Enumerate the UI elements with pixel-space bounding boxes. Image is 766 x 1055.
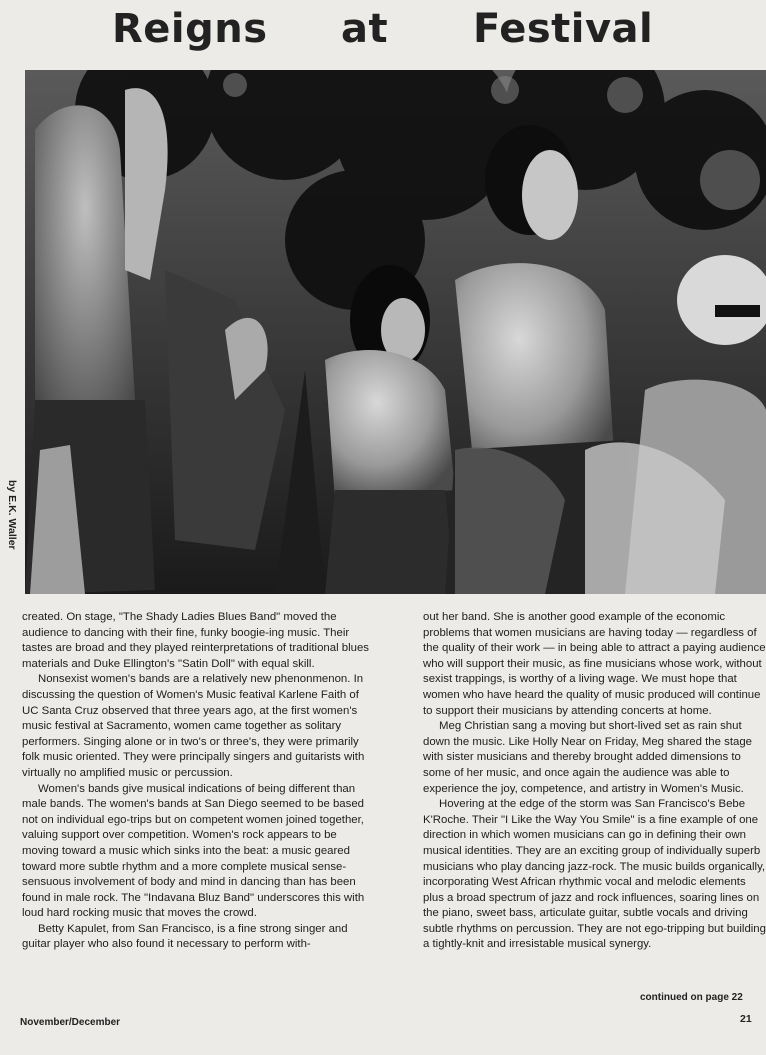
left-paragraph-3: Women's bands give musical indications of being different than male bands. The women's bands at San Diego seemed to be based not on individual ego-trips but on competent women joined together, valuing support over competition. Women's rock appears to be moving toward a music which sinks into the beat: a music geared toward more subtle rhythm and a more complete musical sense-sensuous involvement of body and mind in dancing than has been found in male rock. The "Indavana Bluz Band" underscores this with loud hard rocking music that moves the crowd. (22, 782, 365, 920)
left-column (22, 610, 374, 953)
left-paragraph-4: Betty Kapulet, from San Francisco, is a fine strong singer and guitar player who also found it necessary to perform with- (22, 922, 348, 951)
issue-date: November/December (20, 1017, 121, 1028)
headline (0, 2, 766, 66)
right-column (423, 610, 766, 953)
right-paragraph-1: out her band. She is another good example of the economic problems that women musicians are having today — regardless of the quality of their work — in being able to attract a paying audience who will support their music, as fine musicians whose work, without sexist trappings, is worthy of a living wage. We must hope that women who have heard the quality of music produced will continue to support their musicians by attending concerts at home. (423, 611, 766, 717)
left-paragraph-1: created. On stage, "The Shady Ladies Blues Band" moved the audience to dancing with their fine, funky boogie-ing music. Their tastes are broad and they played reinterpretations of traditional blues materials and Duke Ellington's "Satin Doll" with equal skill. (22, 611, 369, 670)
continued-note: continued on page 22 (640, 992, 743, 1003)
photo-of-festival-crowd-icon (25, 70, 766, 594)
headline-word-festival: Festival (473, 6, 654, 52)
right-paragraph-3: Hovering at the edge of the storm was San Francisco's Bebe K'Roche. Their "I Like the Way You Smile" is a fine example of one direction in which women musicians can go in defining their own musical identities. They are an exciting group of individually superb musicians who play dancing jazz-rock. The music builds organically, incorporating West African rhythmic vocal and melodic elements plus a broad spectrum of jazz and rock influences, soaring lines on the piano, sweet bass, articulate guitar, subtle vocals and driving subtle rhythms on percussion. They are not ego-tripping but building a tightly-knit and irresistable musical synergy. (423, 798, 766, 951)
right-paragraph-2: Meg Christian sang a moving but short-lived set as rain shut down the music. Like Holly Near on Friday, Meg shared the stage with sister musicians and thereby brought added dimensions to some of her music, and once again the audience was able to experience the joy, competence, and artistry in Women's Music. (423, 720, 753, 795)
byline (4, 480, 20, 590)
byline-text: by E.K. Waller (6, 480, 18, 550)
page-number: 21 (740, 1013, 752, 1025)
festival-crowd-photo (25, 70, 766, 594)
headline-word-at: at (341, 6, 389, 52)
left-paragraph-2: Nonsexist women's bands are a relatively new phenonmenon. In discussing the question of Women's Music featival Karlene Faith of UC Santa Cruz observed that three years ago, at the first women's music festival at Sacramento, women came together as solitary performers. Singing alone or in two's or three's, they were primarily folk music oriented. They were principally singers and guitarists with virtually no amplified music or percussion. (22, 673, 365, 779)
headline-word-reigns: Reigns (112, 6, 268, 52)
